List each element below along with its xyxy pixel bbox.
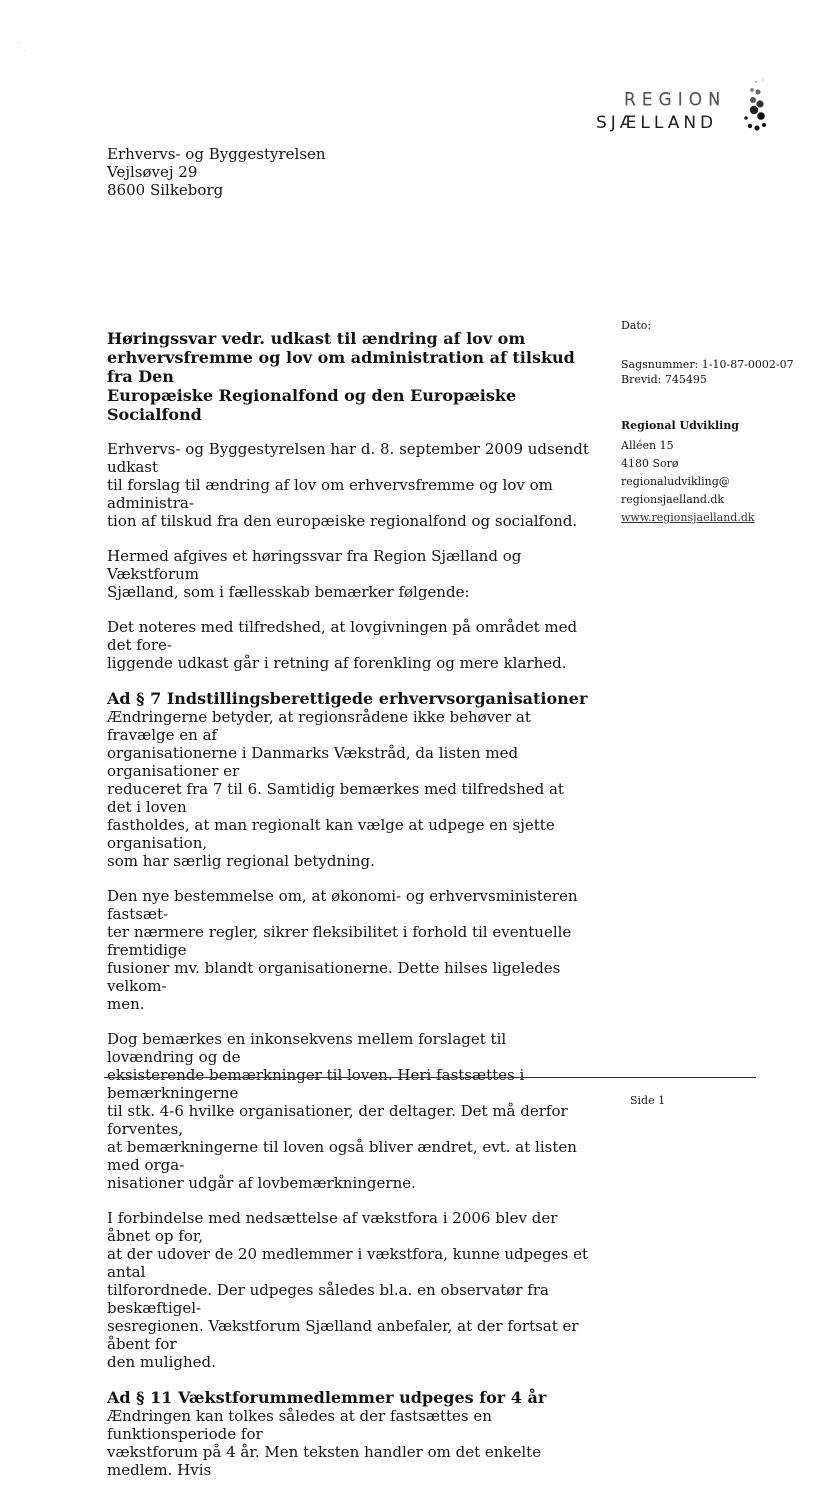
- department-email-line2: regionsjaelland.dk: [621, 493, 725, 506]
- department-name: Regional Udvikling: [621, 419, 740, 432]
- intro-paragraph: [107, 547, 593, 601]
- section-7-paragraph: [107, 887, 593, 1013]
- recipient-name: Erhvervs- og Byggestyrelsen: [107, 145, 326, 163]
- text-line: tilforordnede. Der udpeges således bl.a. en observatør fra beskæftigel-: [107, 1281, 549, 1317]
- logo-sjaelland-text: SJÆLLAND: [596, 113, 718, 133]
- intro-paragraph: [107, 618, 593, 672]
- department-city: 4180 Sorø: [621, 457, 679, 470]
- text-line: Erhvervs- og Byggestyrelsen har d. 8. september 2009 udsendt udkast: [107, 440, 589, 476]
- letter-title: [107, 329, 593, 424]
- text-line: eksisterende bemærkninger til loven. Heri fastsættes i bemærkningerne: [107, 1066, 525, 1102]
- text-line: Den nye bestemmelse om, at økonomi- og erhvervsministeren fastsæt-: [107, 887, 578, 923]
- text-line: til stk. 4-6 hvilke organisationer, der deltager. Det må derfor forventes,: [107, 1102, 568, 1138]
- region-sjaelland-logo: [590, 84, 790, 144]
- text-line: reduceret fra 7 til 6. Samtidig bemærkes med tilfredshed at det i loven: [107, 780, 564, 816]
- letter-id: Brevid: 745495: [621, 373, 707, 386]
- recipient-street: Vejlsøvej 29: [107, 163, 198, 181]
- section-7-paragraph: [107, 1030, 593, 1192]
- text-line: I forbindelse med nedsættelse af vækstfora i 2006 blev der åbnet op for,: [107, 1209, 558, 1245]
- text-line: ter nærmere regler, sikrer fleksibilitet i forhold til eventuelle fremtidige: [107, 923, 572, 959]
- text-line: organisationerne i Danmarks Vækstråd, da listen med organisationer er: [107, 744, 519, 780]
- text-line: den mulighed.: [107, 1353, 216, 1371]
- date-label: Dato:: [621, 319, 652, 332]
- section-7-heading: Ad § 7 Indstillingsberettigede erhvervsorganisationer: [107, 689, 588, 708]
- text-line: Dog bemærkes en inkonsekvens mellem forslaget til lovændring og de: [107, 1030, 507, 1066]
- sender-info-sidebar: [621, 318, 796, 527]
- text-line: fusioner mv. blandt organisationerne. Dette hilses ligeledes velkom-: [107, 959, 561, 995]
- intro-paragraph: [107, 440, 593, 530]
- text-line: Sjælland, som i fællesskab bemærker følgende:: [107, 583, 470, 601]
- title-line: Høringssvar vedr. udkast til ændring af lov om: [107, 329, 526, 348]
- logo-region-text: REGION: [624, 90, 727, 110]
- text-line: fastholdes, at man regionalt kan vælge at udpege en sjette organisation,: [107, 816, 555, 852]
- department-street: Alléen 15: [621, 439, 674, 452]
- scan-artifact: ·: [18, 38, 21, 47]
- scan-artifact: ·: [24, 46, 27, 55]
- case-number: Sagsnummer: 1-10-87-0002-07: [621, 358, 794, 371]
- text-line: Ændringerne betyder, at regionsrådene ikke behøver at fravælge en af: [107, 708, 531, 744]
- text-line: Hermed afgives et høringssvar fra Region Sjælland og Vækstforum: [107, 547, 522, 583]
- section-11-heading: Ad § 11 Vækstforummedlemmer udpeges for 4 år: [107, 1388, 547, 1407]
- text-line: tion af tilskud fra den europæiske regionalfond og socialfond.: [107, 512, 578, 530]
- text-line: nisationer udgår af lovbemærkningerne.: [107, 1174, 416, 1192]
- text-line: at bemærkningerne til loven også bliver ændret, evt. at listen med orga-: [107, 1138, 577, 1174]
- text-line: som har særlig regional betydning.: [107, 852, 375, 870]
- logo-dots-graphic: [736, 78, 792, 142]
- website-link[interactable]: www.regionsjaelland.dk: [621, 511, 755, 524]
- text-line: vækstforum på 4 år. Men teksten handler om det enkelte medlem. Hvis: [107, 1443, 542, 1479]
- department-email-line1: regionaludvikling@: [621, 475, 730, 488]
- section-7-paragraph: [107, 708, 593, 870]
- text-line: men.: [107, 995, 145, 1013]
- text-line: liggende udkast går i retning af forenkling og mere klarhed.: [107, 654, 567, 672]
- footer-divider: [104, 1077, 756, 1078]
- title-line: erhvervsfremme og lov om administration af tilskud fra Den: [107, 348, 575, 386]
- title-line: Europæiske Regionalfond og den Europæiske Socialfond: [107, 386, 517, 424]
- page-number: Side 1: [630, 1094, 666, 1107]
- text-line: sesregionen. Vækstforum Sjælland anbefaler, at der fortsat er åbent for: [107, 1317, 579, 1353]
- text-line: Ændringen kan tolkes således at der fastsættes en funktionsperiode for: [107, 1407, 492, 1443]
- recipient-city: 8600 Silkeborg: [107, 181, 224, 199]
- text-line: til forslag til ændring af lov om erhvervsfremme og lov om administra-: [107, 476, 553, 512]
- section-7-paragraph: [107, 1209, 593, 1371]
- text-line: Det noteres med tilfredshed, at lovgivningen på området med det fore-: [107, 618, 578, 654]
- letter-body: [107, 329, 593, 1496]
- recipient-address: [107, 145, 326, 199]
- text-line: at der udover de 20 medlemmer i vækstfora, kunne udpeges et antal: [107, 1245, 588, 1281]
- section-11-paragraph: [107, 1407, 593, 1479]
